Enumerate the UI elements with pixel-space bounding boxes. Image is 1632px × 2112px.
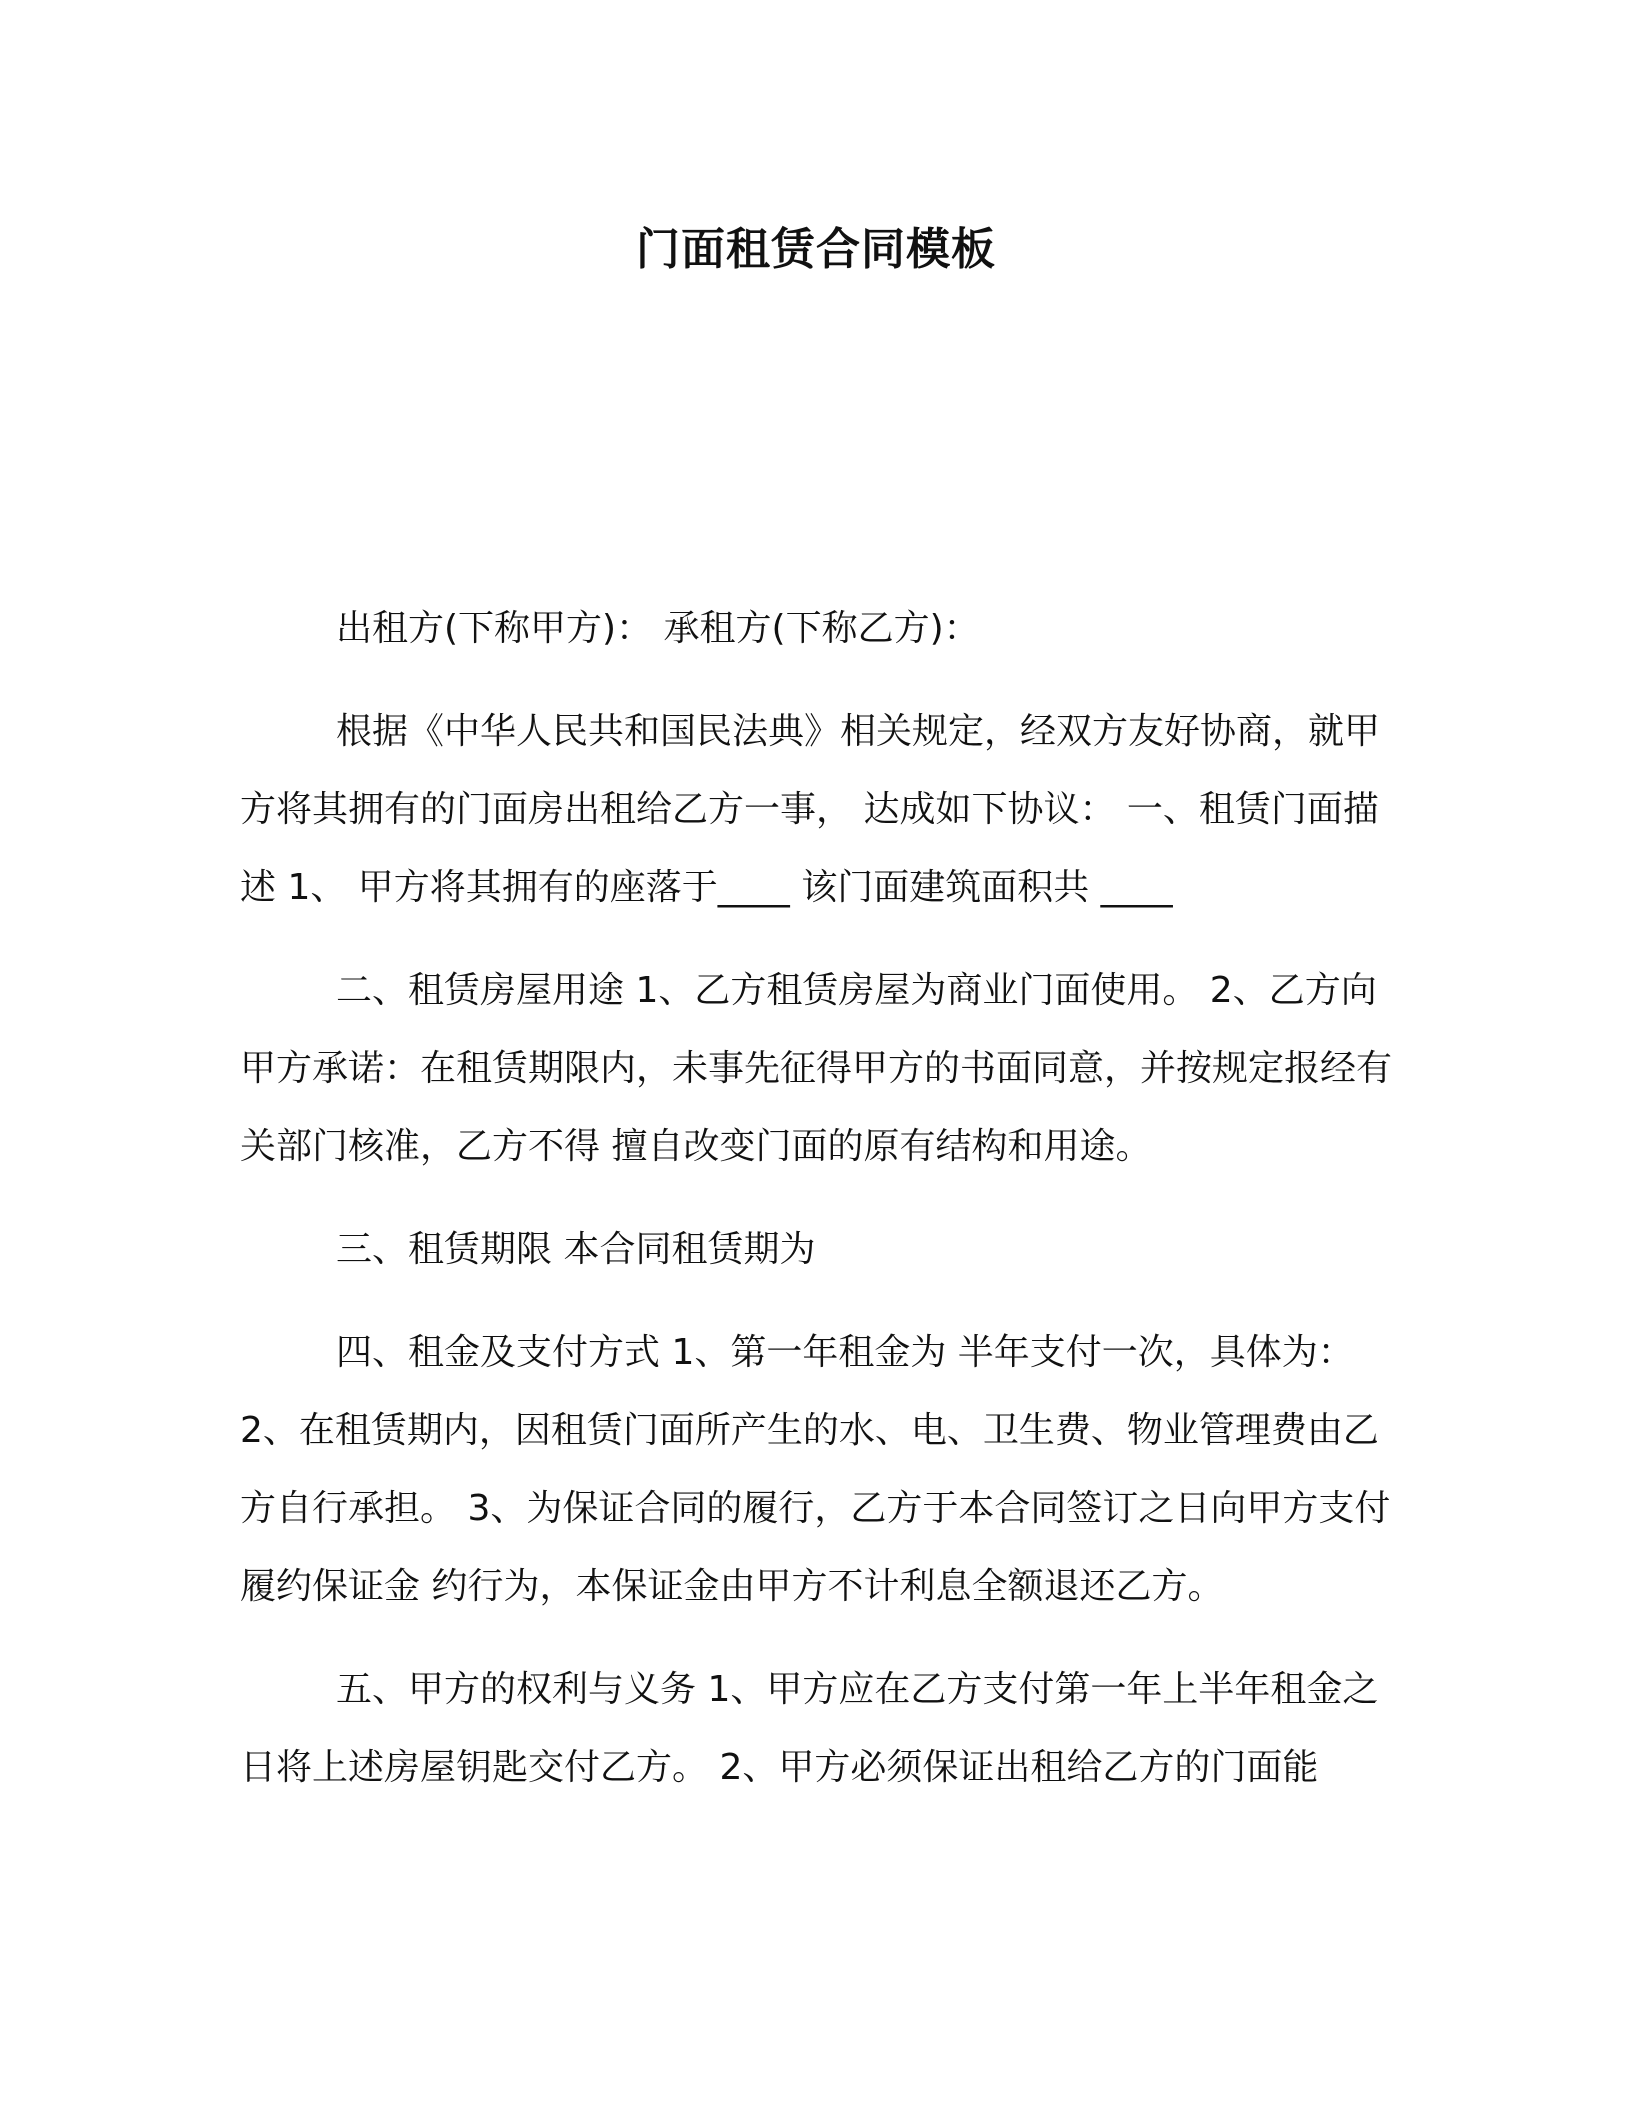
paragraph-parties: 出租方(下称甲方)： 承租方(下称乙方)： <box>336 608 980 649</box>
paragraph-term: 三、租赁期限 本合同租赁期为 <box>336 1229 816 1270</box>
paragraph-preamble: 根据《中华人民共和国民法典》相关规定，经双方友好协商，就甲方将其拥有的门面房出租给乙方一事， 达成如下协议： 一、租赁门面描述 1、 甲方将其拥有的座落于____ 该门面建筑面积共 ____ <box>240 711 1381 908</box>
paragraph-usage: 二、租赁房屋用途 1、乙方租赁房屋为商业门面使用。 2、乙方向甲方承诺：在租赁期限内，未事先征得甲方的书面同意，并按规定报经有关部门核准，乙方不得 擅自改变门面的原有结构和用途。 <box>240 970 1393 1167</box>
document-title: 门面租赁合同模板 <box>636 224 996 275</box>
paragraph-rent-payment: 四、租金及支付方式 1、第一年租金为 半年支付一次，具体为：2、在租赁期内，因租赁门面所产生的水、电、卫生费、物业管理费由乙方自行承担。 3、为保证合同的履行，乙方于本合同签订之日向甲方支付履约保证金 约行为，本保证金由甲方不计利息全额退还乙方。 <box>240 1332 1391 1607</box>
document-body <box>240 590 1400 1832</box>
paragraph-lessor-rights: 五、甲方的权利与义务 1、甲方应在乙方支付第一年上半年租金之日将上述房屋钥匙交付乙方。 2、甲方必须保证出租给乙方的门面能 <box>240 1669 1379 1788</box>
